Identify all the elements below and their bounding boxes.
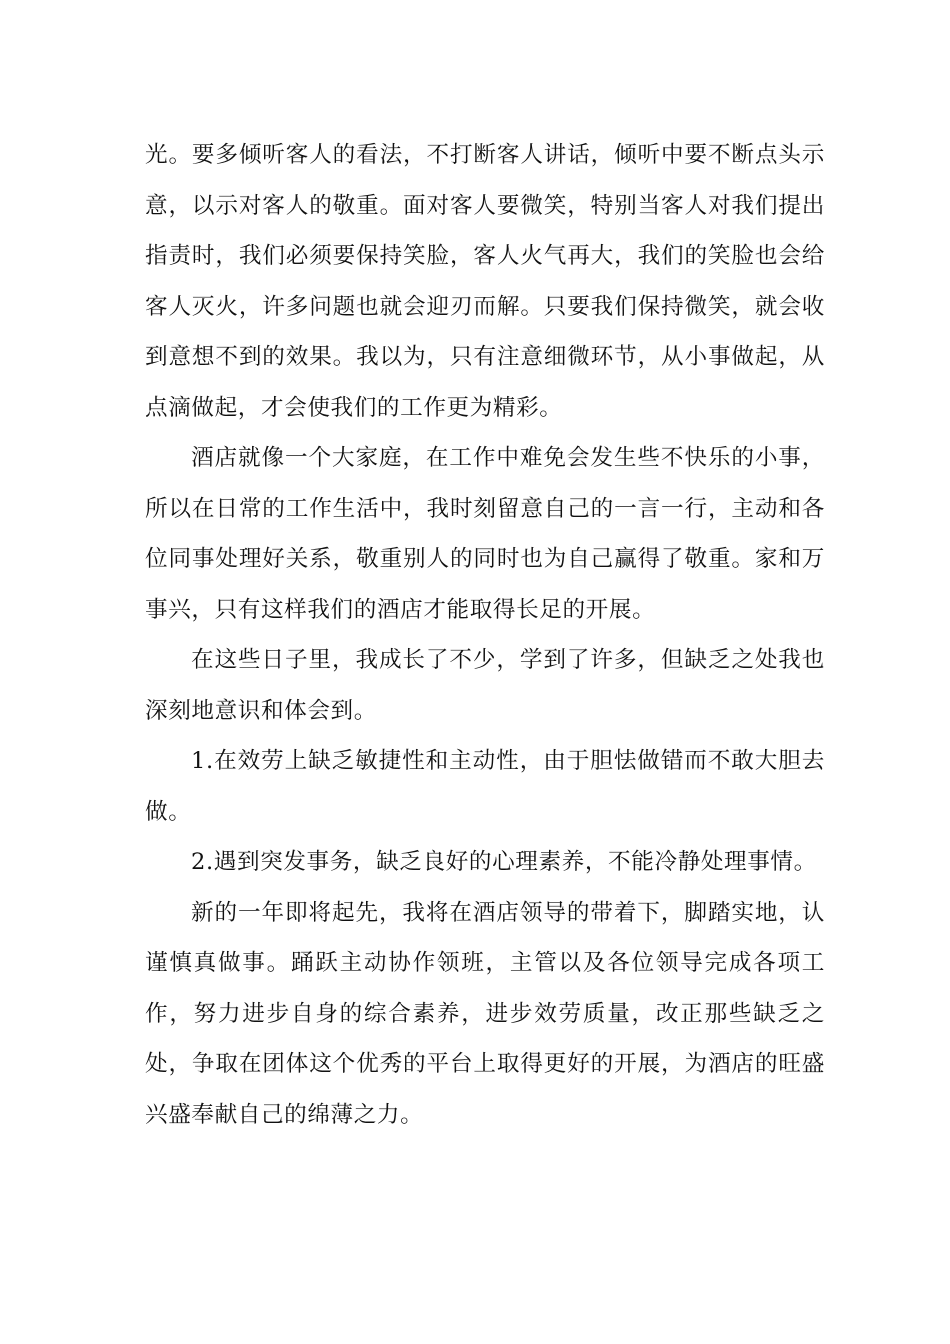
paragraph-hotel-family: 酒店就像一个大家庭，在工作中难免会发生些不快乐的小事，所以在日常的工作生活中，我时刻留意自己的一言一行，主动和各位同事处理好关系，敬重别人的同时也为自己赢得了敬重。家和万事兴，只有这样我们的酒店才能取得长足的开展。 <box>145 445 825 623</box>
paragraph-growth: 在这些日子里，我成长了不少，学到了许多，但缺乏之处我也深刻地意识和体会到。 <box>145 647 825 724</box>
paragraph-continuation: 光。要多倾听客人的看法，不打断客人讲话，倾听中要不断点头示意，以示对客人的敬重。面对客人要微笑，特别当客人对我们提出指责时，我们必须要保持笑脸，客人火气再大，我们的笑脸也会给客人灭火，许多问题也就会迎刃而解。只要我们保持微笑，就会收到意想不到的效果。我以为，只有注意细微环节，从小事做起，从点滴做起，才会使我们的工作更为精彩。 <box>145 142 825 421</box>
paragraph-new-year-plan: 新的一年即将起先，我将在酒店领导的带着下，脚踏实地，认谨慎真做事。踊跃主动协作领班，主管以及各位领导完成各项工作，努力进步自身的综合素养，进步效劳质量，改正那些缺乏之处，争取在团体这个优秀的平台上取得更好的开展，为酒店的旺盛兴盛奉献自己的绵薄之力。 <box>145 899 825 1128</box>
document-body <box>145 130 825 1140</box>
list-item-shortcoming-1: 1.在效劳上缺乏敏捷性和主动性，由于胆怯做错而不敢大胆去做。 <box>145 748 825 825</box>
list-item-shortcoming-2: 2.遇到突发事务，缺乏良好的心理素养，不能冷静处理事情。 <box>191 849 817 875</box>
